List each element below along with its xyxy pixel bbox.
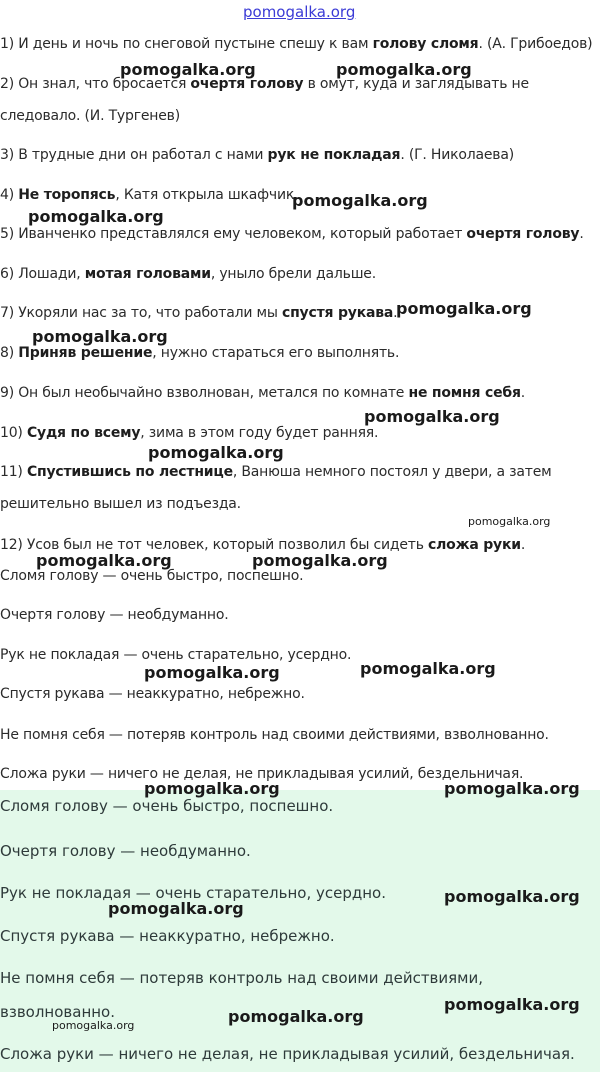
answer-line-5-cont: взволнованно. bbox=[0, 1003, 115, 1021]
answer-line-4: Спустя рукава — неаккуратно, небрежно. bbox=[0, 927, 335, 945]
answer-line-1: Сломя голову — очень быстро, поспешно. bbox=[0, 797, 334, 815]
watermark: pomogalka.org bbox=[120, 60, 256, 79]
watermark: pomogalka.org bbox=[28, 207, 164, 226]
sentence-2-cont: следовало. (И. Тургенев) bbox=[0, 108, 180, 124]
sentence-1: 1) И день и ночь по снеговой пустыне спешу к вам голову сломя. (А. Грибоедов) bbox=[0, 36, 593, 52]
sentence-8: 8) Приняв решение, нужно стараться его выполнять. bbox=[0, 345, 400, 361]
watermark: pomogalka.org bbox=[52, 1019, 135, 1032]
watermark: pomogalka.org bbox=[336, 60, 472, 79]
sentence-2: 2) Он знал, что бросается очертя голову в омут, куда и заглядывать не bbox=[0, 76, 529, 92]
watermark: pomogalka.org bbox=[228, 1007, 364, 1026]
sentence-11: 11) Спустившись по лестнице, Ванюша немного постоял у двери, а затем bbox=[0, 464, 552, 480]
definition-5: Не помня себя — потеряв контроль над своими действиями, взволнованно. bbox=[0, 727, 549, 743]
sentence-4: 4) Не торопясь, Катя открыла шкафчик. bbox=[0, 187, 299, 203]
watermark: pomogalka.org bbox=[444, 887, 580, 906]
watermark: pomogalka.org bbox=[144, 779, 280, 798]
watermark: pomogalka.org bbox=[108, 899, 244, 918]
definition-6: Сложа руки — ничего не делая, не прикладывая усилий, бездельничая. bbox=[0, 766, 524, 782]
sentence-7: 7) Укоряли нас за то, что работали мы спустя рукава. bbox=[0, 305, 398, 321]
definition-1: Сломя голову — очень быстро, поспешно. bbox=[0, 568, 304, 584]
watermark: pomogalka.org bbox=[360, 659, 496, 678]
sentence-3: 3) В трудные дни он работал с нами рук не покладая. (Г. Николаева) bbox=[0, 147, 514, 163]
answer-line-2: Очертя голову — необдуманно. bbox=[0, 842, 251, 860]
sentence-11-cont: решительно вышел из подъезда. bbox=[0, 496, 241, 512]
watermark: pomogalka.org bbox=[144, 663, 280, 682]
watermark: pomogalka.org bbox=[32, 327, 168, 346]
sentence-5: 5) Иванченко представлялся ему человеком, который работает очертя голову. bbox=[0, 226, 584, 242]
definition-3: Рук не покладая — очень старательно, усердно. bbox=[0, 647, 352, 663]
sentence-12: 12) Усов был не тот человек, который позволил бы сидеть сложа руки. bbox=[0, 537, 526, 553]
watermark: pomogalka.org bbox=[444, 779, 580, 798]
definition-4: Спустя рукава — неаккуратно, небрежно. bbox=[0, 686, 305, 702]
watermark: pomogalka.org bbox=[252, 551, 388, 570]
answer-line-3: Рук не покладая — очень старательно, усердно. bbox=[0, 884, 386, 902]
watermark: pomogalka.org bbox=[148, 443, 284, 462]
watermark-top: pomogalka.org bbox=[243, 3, 356, 21]
watermark: pomogalka.org bbox=[292, 191, 428, 210]
watermark: pomogalka.org bbox=[36, 551, 172, 570]
watermark: pomogalka.org bbox=[444, 995, 580, 1014]
answer-line-5: Не помня себя — потеряв контроль над своими действиями, bbox=[0, 969, 484, 987]
answer-line-6: Сложа руки — ничего не делая, не прикладывая усилий, бездельничая. bbox=[0, 1045, 575, 1063]
sentence-6: 6) Лошади, мотая головами, уныло брели дальше. bbox=[0, 266, 376, 282]
definition-2: Очертя голову — необдуманно. bbox=[0, 607, 229, 623]
watermark: pomogalka.org bbox=[364, 407, 500, 426]
sentence-10: 10) Судя по всему, зима в этом году будет ранняя. bbox=[0, 425, 379, 441]
watermark: pomogalka.org bbox=[468, 515, 551, 528]
watermark: pomogalka.org bbox=[396, 299, 532, 318]
sentence-9: 9) Он был необычайно взволнован, метался по комнате не помня себя. bbox=[0, 385, 526, 401]
